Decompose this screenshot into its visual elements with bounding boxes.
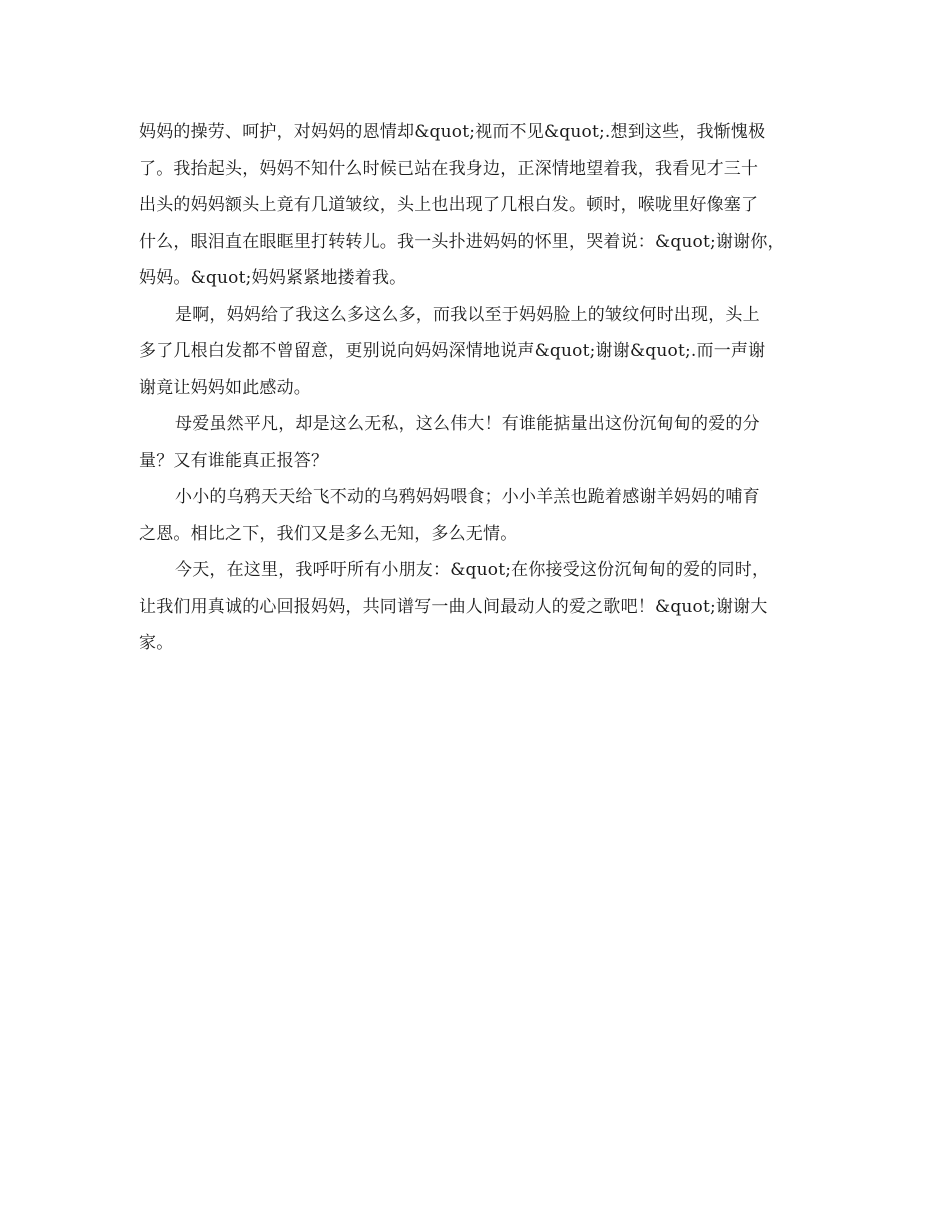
- document-body: [139, 114, 819, 662]
- text-line: 多了几根白发都不曾留意，更别说向妈妈深情地说声&quot;谢谢&quot;.而一声谢: [139, 341, 766, 361]
- text-line: 妈妈。&quot;妈妈紧紧地搂着我。: [139, 268, 407, 288]
- text-line: 出头的妈妈额头上竟有几道皱纹，头上也出现了几根白发。顿时，喉咙里好像塞了: [139, 195, 759, 215]
- text-line: 谢竟让妈妈如此感动。: [139, 377, 311, 398]
- paragraph-first-line: 是啊，妈妈给了我这么多这么多，而我以至于妈妈脸上的皱纹何时出现，头上: [175, 304, 760, 325]
- text-line: 了。我抬起头，妈妈不知什么时候已站在我身边，正深情地望着我，我看见才三十: [139, 158, 759, 179]
- paragraph-first-line: 母爱虽然平凡，却是这么无私，这么伟大！有谁能掂量出这份沉甸甸的爱的分: [175, 414, 760, 434]
- text-line: 让我们用真诚的心回报妈妈，共同谱写一曲人间最动人的爱之歌吧！&quot;谢谢大: [139, 596, 768, 617]
- text-line: 什么，眼泪直在眼眶里打转转儿。我一头扑进妈妈的怀里，哭着说：&quot;谢谢你，: [139, 231, 785, 252]
- text-line: 量？又有谁能真正报答？: [139, 450, 329, 471]
- text-line: 之恩。相比之下，我们又是多么无知，多么无情。: [139, 523, 518, 544]
- paragraph-first-line: 今天，在这里，我呼吁所有小朋友：&quot;在你接受这份沉甸甸的爱的同时，: [175, 560, 770, 580]
- paragraph-first-line: 小小的乌鸦天天给飞不动的乌鸦妈妈喂食；小小羊羔也跪着感谢羊妈妈的哺育: [175, 487, 760, 507]
- text-line: 家。: [139, 633, 174, 653]
- text-line: 妈妈的操劳、呵护，对妈妈的恩情却&quot;视而不见&quot;.想到这些，我惭愧极: [139, 122, 766, 142]
